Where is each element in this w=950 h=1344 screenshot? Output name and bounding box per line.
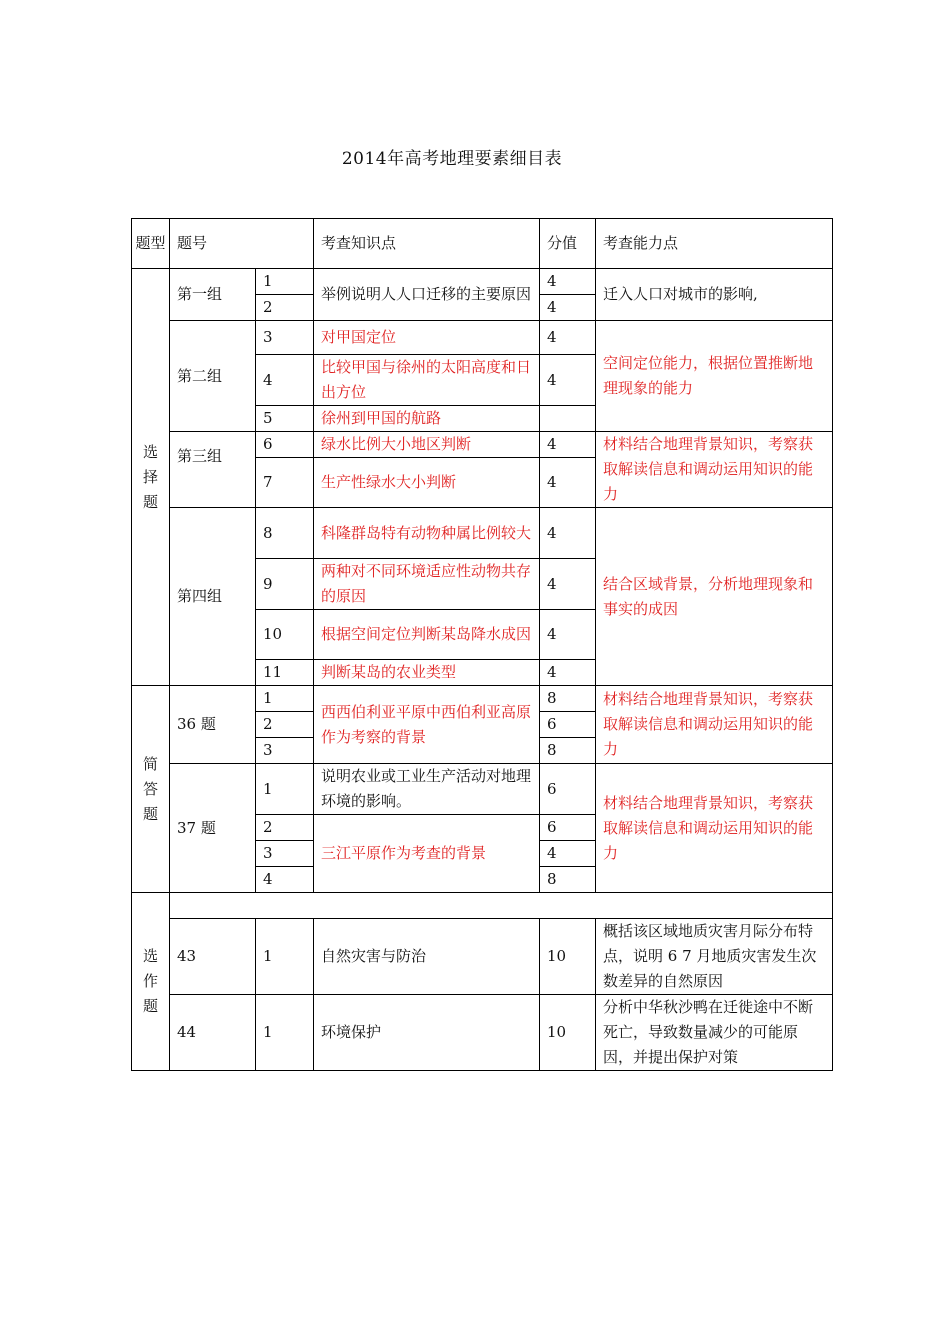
header-number: 题号 bbox=[170, 219, 314, 269]
question-no: 1 bbox=[256, 686, 314, 712]
knowledge-cell: 三江平原作为考查的背景 bbox=[314, 815, 540, 893]
score-cell: 4 bbox=[540, 355, 596, 406]
question-no: 3 bbox=[256, 321, 314, 355]
score-cell: 4 bbox=[540, 559, 596, 610]
ability-cell: 概括该区域地质灾害月际分布特点，说明 6 7 月地质灾害发生次数差异的自然原因 bbox=[596, 919, 833, 995]
header-type: 题型 bbox=[132, 219, 170, 269]
question-no: 4 bbox=[256, 867, 314, 893]
question-no: 11 bbox=[256, 660, 314, 686]
knowledge-cell: 自然灾害与防治 bbox=[314, 919, 540, 995]
section-elective: 选作题 bbox=[132, 893, 170, 1071]
table-row bbox=[132, 686, 833, 712]
knowledge-cell: 生产性绿水大小判断 bbox=[314, 458, 540, 508]
group-name: 36 题 bbox=[170, 686, 256, 764]
ability-cell: 结合区域背景，分析地理现象和事实的成因 bbox=[596, 508, 833, 686]
score-cell: 4 bbox=[540, 321, 596, 355]
knowledge-cell: 判断某岛的农业类型 bbox=[314, 660, 540, 686]
score-cell: 4 bbox=[540, 841, 596, 867]
group-name: 第一组 bbox=[170, 269, 256, 321]
spec-table bbox=[131, 218, 833, 1071]
knowledge-cell: 举例说明人人口迁移的主要原因 bbox=[314, 269, 540, 321]
table-row bbox=[132, 893, 833, 919]
question-no: 5 bbox=[256, 406, 314, 432]
score-cell: 6 bbox=[540, 815, 596, 841]
table-row bbox=[132, 764, 833, 815]
group-name: 43 bbox=[170, 919, 256, 995]
score-cell: 10 bbox=[540, 919, 596, 995]
knowledge-cell: 科隆群岛特有动物种属比例较大 bbox=[314, 508, 540, 559]
header-row bbox=[132, 219, 833, 269]
table-row bbox=[132, 919, 833, 995]
score-cell: 4 bbox=[540, 660, 596, 686]
table-row bbox=[132, 508, 833, 559]
question-no: 6 bbox=[256, 432, 314, 458]
knowledge-cell: 对甲国定位 bbox=[314, 321, 540, 355]
section-choice: 选择题 bbox=[132, 269, 170, 686]
score-cell: 8 bbox=[540, 686, 596, 712]
group-name: 第四组 bbox=[170, 508, 256, 686]
blank-row bbox=[170, 893, 833, 919]
score-cell: 6 bbox=[540, 712, 596, 738]
score-cell: 4 bbox=[540, 508, 596, 559]
knowledge-cell: 根据空间定位判断某岛降水成因 bbox=[314, 610, 540, 660]
question-no: 10 bbox=[256, 610, 314, 660]
page-title: 2014年高考地理要素细目表 bbox=[341, 149, 563, 169]
table-row bbox=[132, 269, 833, 295]
question-no: 2 bbox=[256, 712, 314, 738]
knowledge-cell: 比较甲国与徐州的太阳高度和日出方位 bbox=[314, 355, 540, 406]
score-cell: 4 bbox=[540, 269, 596, 295]
score-cell: 8 bbox=[540, 738, 596, 764]
score-cell: 4 bbox=[540, 610, 596, 660]
score-cell: 4 bbox=[540, 432, 596, 458]
question-no: 1 bbox=[256, 919, 314, 995]
score-cell: 4 bbox=[540, 295, 596, 321]
knowledge-cell: 绿水比例大小地区判断 bbox=[314, 432, 540, 458]
question-no: 1 bbox=[256, 995, 314, 1071]
header-ability: 考查能力点 bbox=[596, 219, 833, 269]
knowledge-cell: 环境保护 bbox=[314, 995, 540, 1071]
question-no: 1 bbox=[256, 269, 314, 295]
question-no: 7 bbox=[256, 458, 314, 508]
group-name: 第二组 bbox=[170, 321, 256, 432]
knowledge-cell: 西西伯利亚平原中西伯利亚高原作为考察的背景 bbox=[314, 686, 540, 764]
ability-cell: 空间定位能力，根据位置推断地理现象的能力 bbox=[596, 321, 833, 432]
table-row bbox=[132, 432, 833, 458]
question-no: 3 bbox=[256, 738, 314, 764]
header-score: 分值 bbox=[540, 219, 596, 269]
ability-cell: 材料结合地理背景知识，考察获取解读信息和调动运用知识的能力 bbox=[596, 432, 833, 508]
score-cell: 8 bbox=[540, 867, 596, 893]
header-knowledge: 考查知识点 bbox=[314, 219, 540, 269]
group-name: 44 bbox=[170, 995, 256, 1071]
score-cell: 4 bbox=[540, 458, 596, 508]
score-cell bbox=[540, 406, 596, 432]
knowledge-cell: 说明农业或工业生产活动对地理环境的影响。 bbox=[314, 764, 540, 815]
ability-cell: 迁入人口对城市的影响, bbox=[596, 269, 833, 321]
score-cell: 10 bbox=[540, 995, 596, 1071]
ability-cell: 材料结合地理背景知识，考察获取解读信息和调动运用知识的能力 bbox=[596, 764, 833, 893]
table-row bbox=[132, 995, 833, 1071]
question-no: 4 bbox=[256, 355, 314, 406]
group-name: 第三组 bbox=[170, 432, 256, 508]
ability-cell: 分析中华秋沙鸭在迁徙途中不断死亡，导致数量减少的可能原因，并提出保护对策 bbox=[596, 995, 833, 1071]
knowledge-cell: 徐州到甲国的航路 bbox=[314, 406, 540, 432]
question-no: 3 bbox=[256, 841, 314, 867]
section-short: 简答题 bbox=[132, 686, 170, 893]
score-cell: 6 bbox=[540, 764, 596, 815]
question-no: 2 bbox=[256, 815, 314, 841]
question-no: 9 bbox=[256, 559, 314, 610]
knowledge-cell: 两种对不同环境适应性动物共存的原因 bbox=[314, 559, 540, 610]
question-no: 8 bbox=[256, 508, 314, 559]
table-row bbox=[132, 321, 833, 355]
group-name: 37 题 bbox=[170, 764, 256, 893]
question-no: 1 bbox=[256, 764, 314, 815]
ability-cell: 材料结合地理背景知识，考察获取解读信息和调动运用知识的能力 bbox=[596, 686, 833, 764]
question-no: 2 bbox=[256, 295, 314, 321]
